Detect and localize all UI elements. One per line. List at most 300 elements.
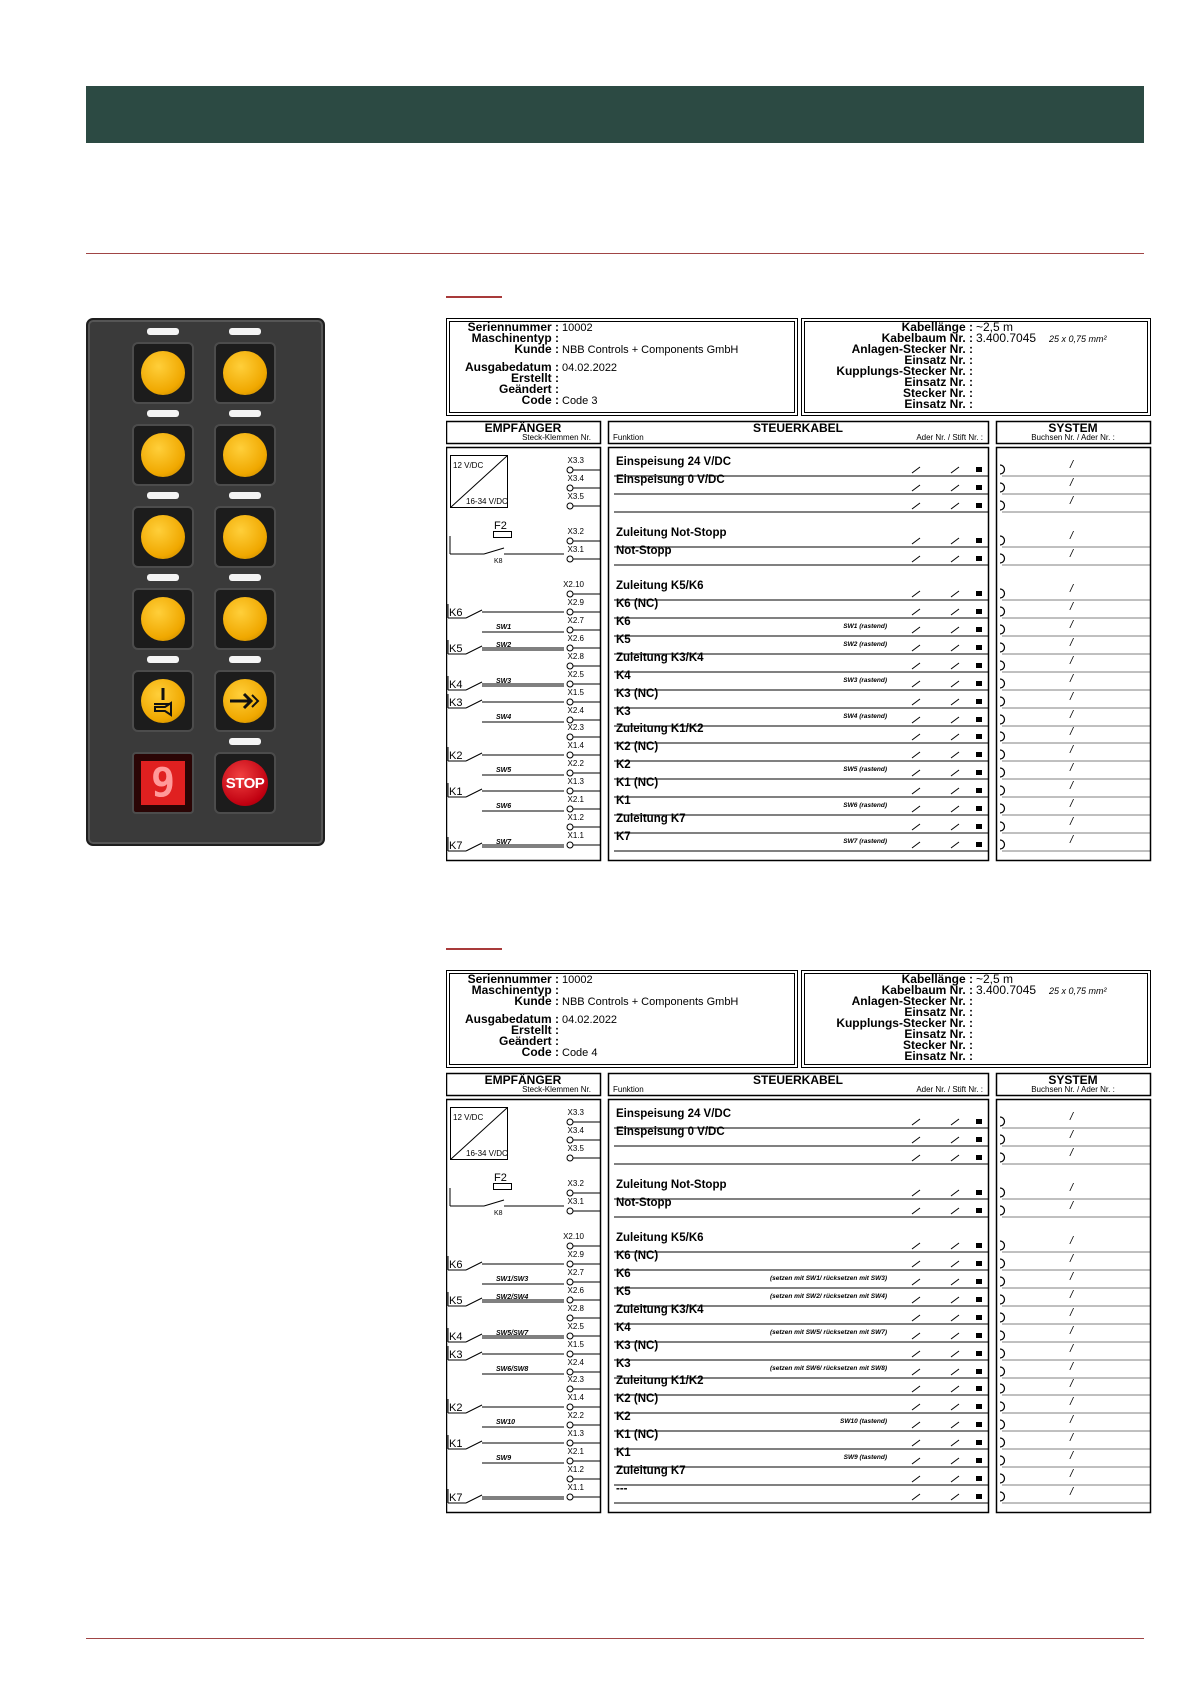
socket	[1000, 607, 1005, 616]
slash-mark	[951, 1155, 959, 1161]
terminal-label: X3.1	[567, 545, 584, 554]
info-label: Kupplungs-Stecker Nr. :	[836, 1016, 973, 1030]
terminal-circle	[567, 1155, 573, 1161]
info-label: Anlagen-Stecker Nr. :	[851, 994, 973, 1008]
slash-mark	[951, 663, 959, 669]
terminal-circle	[567, 1333, 573, 1339]
slash-mark	[951, 1297, 959, 1303]
function-label: Zuleitung K5/K6	[616, 580, 704, 592]
terminal-label: X2.1	[567, 795, 584, 804]
system-mark: /	[1070, 1378, 1074, 1390]
socket	[1000, 1331, 1005, 1340]
terminal-circle	[567, 627, 573, 633]
socket	[1000, 715, 1005, 724]
function-note: (setzen mit SW2/ rücksetzen mit SW4)	[769, 1293, 887, 1300]
info-label: Einsatz Nr. :	[904, 397, 973, 411]
terminal-circle	[567, 824, 573, 830]
info-label: Einsatz Nr. :	[904, 353, 973, 367]
relay-contact	[466, 753, 482, 761]
connector-pin	[976, 645, 982, 650]
system-mark: /	[1070, 780, 1074, 792]
socket	[1000, 804, 1005, 813]
function-note: SW6 (rastend)	[843, 802, 887, 809]
system-mark: /	[1070, 1361, 1074, 1373]
indicator-led	[229, 492, 261, 499]
slash-mark	[951, 591, 959, 597]
system-mark: /	[1070, 1307, 1074, 1319]
remote-key	[214, 506, 276, 568]
terminal-circle	[567, 663, 573, 669]
fuse-label: F2	[494, 520, 507, 532]
slash-mark	[912, 538, 920, 544]
slash-mark	[951, 538, 959, 544]
remote-key	[132, 588, 194, 650]
top-divider	[86, 253, 1144, 254]
function-label: Zuleitung K7	[616, 1465, 686, 1477]
indicator-led	[147, 574, 179, 581]
socket	[1000, 1367, 1005, 1376]
function-label: K1	[616, 1447, 631, 1459]
relay-label: K4	[449, 1331, 463, 1343]
indicator-led	[229, 574, 261, 581]
connector-pin	[976, 1369, 982, 1374]
socket	[1000, 1259, 1005, 1268]
relay-label: K6	[449, 1259, 463, 1271]
relay-contact	[466, 682, 482, 690]
wiring-panel-code4	[446, 970, 1152, 1514]
function-label: Not-Stopp	[616, 545, 672, 557]
slash-mark	[912, 467, 920, 473]
system-mark: /	[1070, 816, 1074, 828]
connector-pin	[976, 1386, 982, 1391]
slash-mark	[912, 609, 920, 615]
terminal-circle	[567, 1386, 573, 1392]
function-label: ---	[616, 1483, 628, 1495]
stop-label: STOP	[225, 774, 265, 792]
socket	[1000, 536, 1005, 545]
slash-mark	[912, 1494, 920, 1500]
switch-label: SW2	[496, 642, 512, 649]
system-mark: /	[1070, 1343, 1074, 1355]
connector-pin	[976, 1119, 982, 1124]
power-label-16-34v: 16-34 V/DC	[466, 497, 508, 506]
function-label: K3	[616, 706, 631, 718]
connector-pin	[976, 1333, 982, 1338]
system-mark: /	[1070, 726, 1074, 738]
power-label-12v: 12 V/DC	[453, 461, 484, 470]
slash-mark	[912, 1458, 920, 1464]
function-label: K5	[616, 1286, 631, 1298]
connector-pin	[976, 1243, 982, 1248]
slash-mark	[951, 824, 959, 830]
relay-label: K1	[449, 1438, 463, 1450]
slash-mark	[912, 699, 920, 705]
socket	[1000, 840, 1005, 849]
system-mark: /	[1070, 1468, 1074, 1480]
function-note: SW10 (tastend)	[840, 1418, 887, 1425]
terminal-label: X3.1	[567, 1197, 584, 1206]
slash-mark	[951, 1440, 959, 1446]
terminal-circle	[567, 503, 573, 509]
terminal-label: X2.7	[567, 616, 584, 625]
terminal-label: X1.3	[567, 1429, 584, 1438]
remote-key	[132, 342, 194, 404]
relay-label: K5	[449, 1295, 463, 1307]
relay-label: K1	[449, 786, 463, 798]
connector-pin	[976, 663, 982, 668]
k8-label: K8	[494, 1210, 503, 1217]
slash-mark	[912, 1404, 920, 1410]
connector-pin	[976, 717, 982, 722]
system-mark: /	[1070, 834, 1074, 846]
slash-mark	[951, 1279, 959, 1285]
indicator-led	[147, 492, 179, 499]
relay-contact	[466, 843, 482, 851]
slash-mark	[951, 842, 959, 848]
switch-label: SW6	[496, 803, 512, 810]
slash-mark	[912, 1297, 920, 1303]
terminal-circle	[567, 1279, 573, 1285]
function-label: Zuleitung K3/K4	[616, 1304, 704, 1316]
connector-pin	[976, 1190, 982, 1195]
system-mark: /	[1070, 1325, 1074, 1337]
terminal-circle	[567, 645, 573, 651]
cable-spec: 25 x 0,75 mm²	[1049, 334, 1107, 344]
relay-contact	[466, 1495, 482, 1503]
function-note: SW7 (rastend)	[843, 838, 887, 845]
power-label-12v: 12 V/DC	[453, 1113, 484, 1122]
slash-mark	[951, 1137, 959, 1143]
socket	[1000, 589, 1005, 598]
function-note: (setzen mit SW6/ rücksetzen mit SW8)	[769, 1365, 887, 1372]
terminal-circle	[567, 699, 573, 705]
slash-mark	[912, 1476, 920, 1482]
socket	[1000, 1349, 1005, 1358]
power-label-16-34v: 16-34 V/DC	[466, 1149, 508, 1158]
socket	[1000, 554, 1005, 563]
empfaenger-subtitle: Steck-Klemmen Nr.	[522, 1085, 591, 1094]
relay-contact	[466, 1441, 482, 1449]
terminal-label: X2.5	[567, 1322, 584, 1331]
system-mark: /	[1070, 459, 1074, 471]
socket	[1000, 501, 1005, 510]
connector-pin	[976, 591, 982, 596]
slash-mark	[912, 788, 920, 794]
function-label: K5	[616, 634, 631, 646]
connector-pin	[976, 1297, 982, 1302]
terminal-circle	[567, 591, 573, 597]
info-label: Kabellänge :	[901, 320, 973, 334]
socket	[1000, 1135, 1005, 1144]
connector-pin	[976, 627, 982, 632]
info-label: Erstellt :	[510, 371, 559, 385]
switch-label: SW7	[496, 839, 512, 846]
info-value: ~2,5 m	[976, 972, 1014, 986]
function-label: K2	[616, 1411, 631, 1423]
info-label: Stecker Nr. :	[902, 386, 973, 400]
cable-spec: 25 x 0,75 mm²	[1049, 986, 1107, 996]
terminal-label: X3.3	[567, 1108, 584, 1117]
connector-pin	[976, 699, 982, 704]
indicator-led	[229, 328, 261, 335]
terminal-circle	[567, 485, 573, 491]
function-label: K6	[616, 616, 631, 628]
slash-mark	[951, 1243, 959, 1249]
function-label: K2 (NC)	[616, 1393, 659, 1405]
system-title: SYSTEM	[1048, 421, 1098, 435]
terminal-circle	[567, 788, 573, 794]
slash-mark	[912, 1351, 920, 1357]
terminal-label: X3.3	[567, 456, 584, 465]
terminal-label: X1.1	[567, 831, 584, 840]
slash-mark	[951, 1422, 959, 1428]
remote-key	[214, 670, 276, 732]
ader-label: Ader Nr. / Stift Nr. :	[916, 433, 983, 442]
function-note: SW9 (tastend)	[843, 1454, 887, 1461]
switch-label: SW6/SW8	[496, 1366, 529, 1373]
slash-mark	[912, 1440, 920, 1446]
terminal-label: X3.5	[567, 1144, 584, 1153]
connector-pin	[976, 1137, 982, 1142]
system-subtitle: Buchsen Nr. / Ader Nr. :	[1031, 433, 1115, 442]
slash-mark	[951, 485, 959, 491]
info-value: 3.400.7045	[976, 983, 1037, 997]
info-value: Code 3	[562, 395, 598, 407]
slash-mark	[912, 627, 920, 633]
info-label: Maschinentyp :	[471, 983, 559, 997]
function-note: (setzen mit SW1/ rücksetzen mit SW3)	[769, 1275, 887, 1282]
system-mark: /	[1070, 798, 1074, 810]
funktion-label: Funktion	[613, 1085, 644, 1094]
system-mark: /	[1070, 1147, 1074, 1159]
function-note: SW2 (rastend)	[843, 641, 887, 648]
terminal-label: X1.4	[567, 1393, 584, 1402]
connector-pin	[976, 1155, 982, 1160]
socket	[1000, 1153, 1005, 1162]
stop-indicator-led	[229, 738, 261, 745]
system-mark: /	[1070, 673, 1074, 685]
slash-mark	[951, 717, 959, 723]
function-label: Zuleitung K3/K4	[616, 652, 704, 664]
terminal-label: X2.5	[567, 670, 584, 679]
remote-key	[132, 424, 194, 486]
info-label: Einsatz Nr. :	[904, 1005, 973, 1019]
socket	[1000, 1420, 1005, 1429]
info-label: Einsatz Nr. :	[904, 375, 973, 389]
relay-label: K7	[449, 1492, 463, 1504]
slash-mark	[951, 1261, 959, 1267]
terminal-circle	[567, 538, 573, 544]
socket	[1000, 768, 1005, 777]
socket	[1000, 732, 1005, 741]
switch-label: SW4	[496, 714, 512, 721]
terminal-label: X1.2	[567, 1465, 584, 1474]
socket	[1000, 1188, 1005, 1197]
relay-label: K3	[449, 1349, 463, 1361]
terminal-label: X1.2	[567, 813, 584, 822]
system-mark: /	[1070, 1182, 1074, 1194]
function-label: K1 (NC)	[616, 1429, 659, 1441]
slash-mark	[951, 503, 959, 509]
info-label: Maschinentyp :	[471, 331, 559, 345]
system-mark: /	[1070, 1289, 1074, 1301]
slash-mark	[912, 824, 920, 830]
slash-mark	[912, 1333, 920, 1339]
slash-mark	[951, 609, 959, 615]
function-label: Zuleitung K7	[616, 813, 686, 825]
slash-mark	[912, 681, 920, 687]
k8-contact	[484, 1200, 504, 1206]
k8-contact	[484, 548, 504, 554]
terminal-label: X2.8	[567, 652, 584, 661]
socket	[1000, 1492, 1005, 1501]
slash-mark	[912, 485, 920, 491]
socket	[1000, 1402, 1005, 1411]
socket	[1000, 679, 1005, 688]
slash-mark	[951, 556, 959, 562]
info-value: 10002	[562, 322, 593, 334]
system-mark: /	[1070, 1414, 1074, 1426]
terminal-label: X3.2	[567, 527, 584, 536]
system-mark: /	[1070, 762, 1074, 774]
function-label: K1	[616, 795, 631, 807]
system-mark: /	[1070, 1396, 1074, 1408]
info-label: Geändert :	[498, 382, 559, 396]
terminal-circle	[567, 1315, 573, 1321]
slash-mark	[912, 1422, 920, 1428]
terminal-label: X2.9	[567, 598, 584, 607]
indicator-led	[229, 410, 261, 417]
system-mark: /	[1070, 530, 1074, 542]
function-note: SW4 (rastend)	[843, 713, 887, 720]
connector-pin	[976, 1208, 982, 1213]
socket	[1000, 1474, 1005, 1483]
relay-contact	[466, 1334, 482, 1342]
relay-contact	[466, 700, 482, 708]
info-value: NBB Controls + Components GmbH	[562, 996, 739, 1008]
relay-label: K2	[449, 750, 463, 762]
socket	[1000, 1206, 1005, 1215]
terminal-circle	[567, 1351, 573, 1357]
connector-pin	[976, 485, 982, 490]
info-label: Code :	[521, 393, 559, 407]
socket	[1000, 786, 1005, 795]
slash-mark	[951, 1458, 959, 1464]
indicator-led	[229, 656, 261, 663]
terminal-circle	[567, 1458, 573, 1464]
connector-pin	[976, 609, 982, 614]
slash-mark	[951, 1333, 959, 1339]
slash-mark	[912, 1279, 920, 1285]
stop-button	[214, 752, 276, 814]
info-label: Geändert :	[498, 1034, 559, 1048]
socket	[1000, 625, 1005, 634]
slash-mark	[951, 770, 959, 776]
terminal-circle	[567, 467, 573, 473]
function-label: K4	[616, 670, 631, 682]
function-label: K3	[616, 1358, 631, 1370]
system-mark: /	[1070, 691, 1074, 703]
info-label: Einsatz Nr. :	[904, 1027, 973, 1041]
terminal-label: X1.4	[567, 741, 584, 750]
system-mark: /	[1070, 1129, 1074, 1141]
remote-key	[214, 342, 276, 404]
system-mark: /	[1070, 637, 1074, 649]
slash-mark	[912, 1369, 920, 1375]
function-label: Zuleitung K1/K2	[616, 1375, 704, 1387]
slash-mark	[951, 1315, 959, 1321]
function-label: K1 (NC)	[616, 777, 659, 789]
connector-pin	[976, 1476, 982, 1481]
slash-mark	[951, 1351, 959, 1357]
ader-label: Ader Nr. / Stift Nr. :	[916, 1085, 983, 1094]
socket	[1000, 1313, 1005, 1322]
function-label: K6 (NC)	[616, 1250, 659, 1262]
system-mark: /	[1070, 1486, 1074, 1498]
relay-contact	[466, 789, 482, 797]
terminal-circle	[567, 842, 573, 848]
info-value: 10002	[562, 974, 593, 986]
slash-mark	[951, 752, 959, 758]
slash-mark	[912, 842, 920, 848]
system-mark: /	[1070, 1200, 1074, 1212]
system-mark: /	[1070, 1432, 1074, 1444]
steuerkabel-title: STEUERKABEL	[752, 421, 844, 435]
function-label: K3 (NC)	[616, 1340, 659, 1352]
info-label: Kunde :	[514, 994, 559, 1008]
terminal-label: X2.3	[567, 1375, 584, 1384]
switch-label: SW1/SW3	[496, 1276, 529, 1283]
function-label: K6 (NC)	[616, 598, 659, 610]
slash-mark	[951, 1208, 959, 1214]
function-label: Einspeisung 0 V/DC	[616, 1126, 725, 1138]
info-label: Stecker Nr. :	[902, 1038, 973, 1052]
slash-mark	[951, 1190, 959, 1196]
system-mark: /	[1070, 709, 1074, 721]
remote-key	[214, 588, 276, 650]
info-value: NBB Controls + Components GmbH	[562, 344, 739, 356]
connector-pin	[976, 1261, 982, 1266]
segment-display	[132, 752, 194, 814]
relay-contact	[466, 646, 482, 654]
socket	[1000, 1438, 1005, 1447]
relay-contact	[466, 1262, 482, 1270]
terminal-label: X2.6	[567, 1286, 584, 1295]
socket	[1000, 1277, 1005, 1286]
socket	[1000, 1384, 1005, 1393]
slash-mark	[912, 806, 920, 812]
terminal-label: X2.3	[567, 723, 584, 732]
slash-mark	[951, 467, 959, 473]
socket	[1000, 483, 1005, 492]
terminal-label: X2.10	[563, 1232, 584, 1241]
function-label: K2	[616, 759, 631, 771]
function-label: Zuleitung K5/K6	[616, 1232, 704, 1244]
switch-label: SW5/SW7	[496, 1330, 529, 1337]
terminal-circle	[567, 1137, 573, 1143]
terminal-label: X3.4	[567, 474, 584, 483]
connector-pin	[976, 1351, 982, 1356]
switch-label: SW2/SW4	[496, 1294, 529, 1301]
arrow-right-icon	[216, 672, 274, 730]
slash-mark	[912, 556, 920, 562]
slash-mark	[912, 1243, 920, 1249]
horn-icon	[134, 672, 192, 730]
fuse-label: F2	[494, 1172, 507, 1184]
connector-pin	[976, 1404, 982, 1409]
relay-contact	[466, 1352, 482, 1360]
info-value: 04.02.2022	[562, 1014, 618, 1026]
